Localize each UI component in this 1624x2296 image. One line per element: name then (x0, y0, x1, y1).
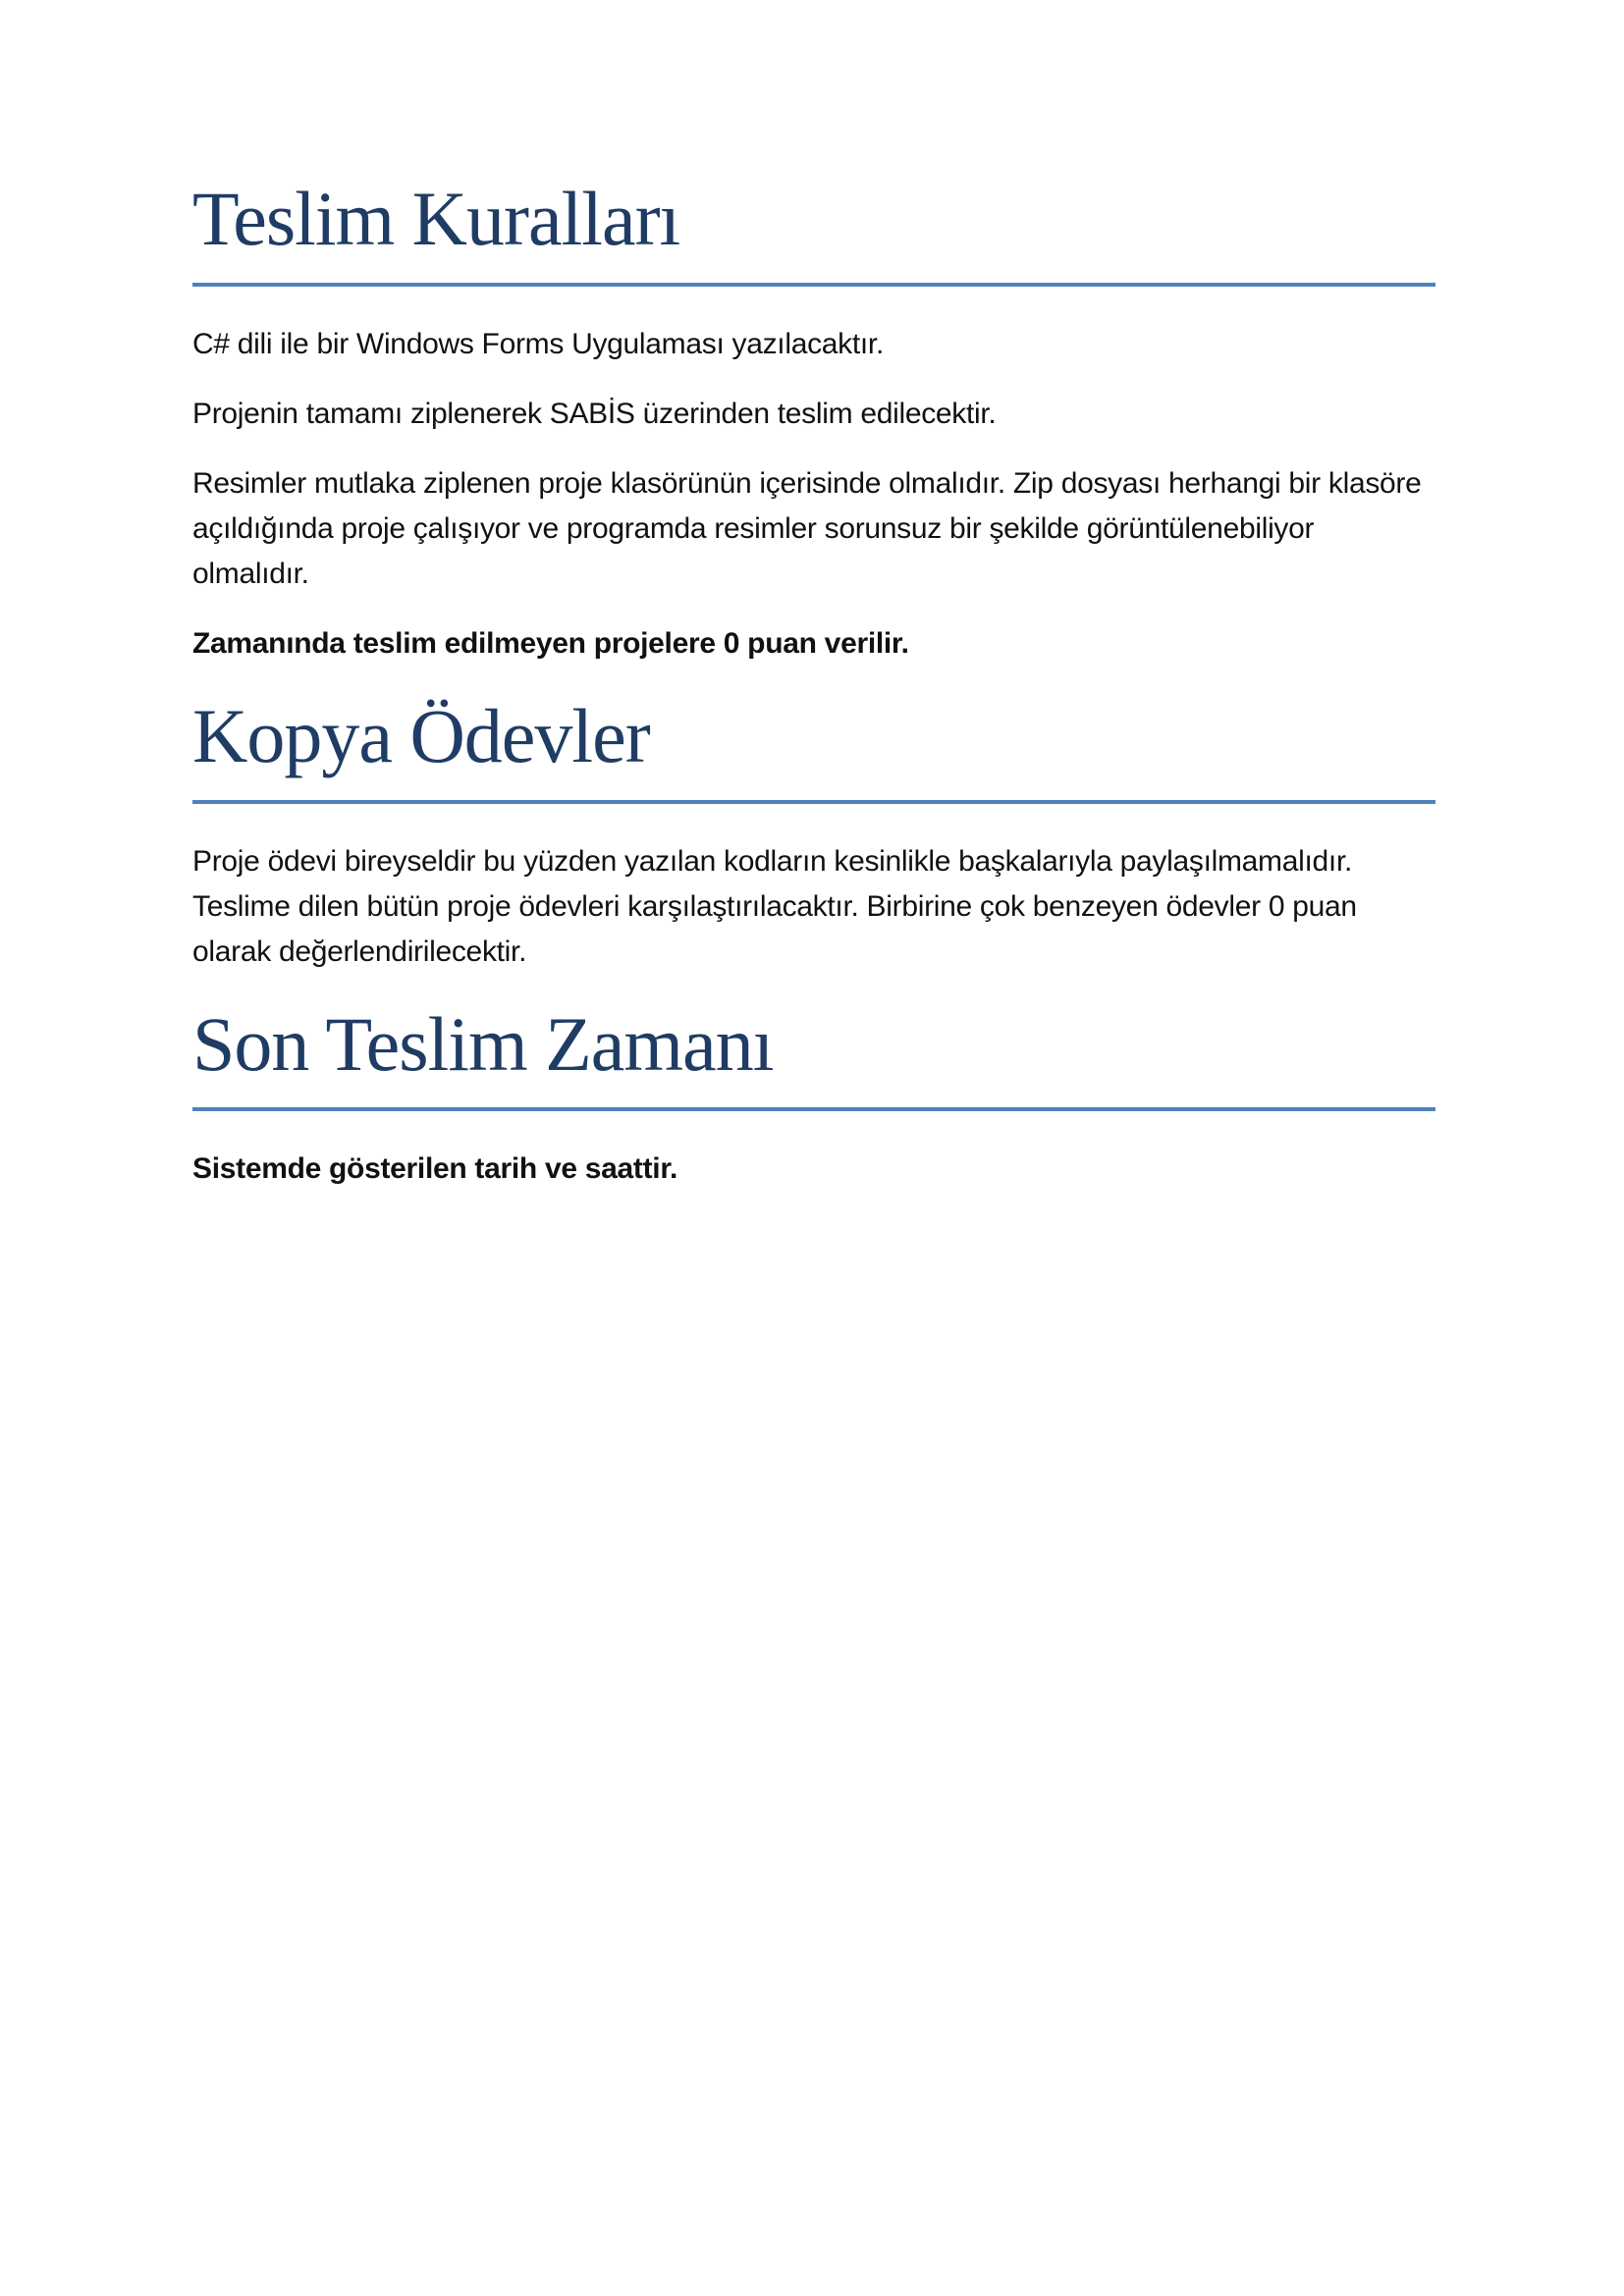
paragraph-bireysel-odev: Proje ödevi bireyseldir bu yüzden yazılan kodların kesinlikle başkalarıyla paylaşılmamalıdır. Teslime dilen bütün proje ödevleri karşılaştırılacaktır. Birbirine çok benzeyen ödevler 0 puan olarak değerlendirilecektir. (192, 844, 1357, 968)
paragraph-resimler-zip: Resimler mutlaka ziplenen proje klasörünün içerisinde olmalıdır. Zip dosyası herhangi bir klasöre açıldığında proje çalışıyor ve programda resimler sorunsuz bir şekilde görüntülenebiliyor olmalıdır. (192, 466, 1422, 590)
section-heading-son-teslim-zamani: Son Teslim Zamanı (192, 1002, 1435, 1112)
paragraph-csharp-winforms: C# dili ile bir Windows Forms Uygulaması yazılacaktır. (192, 327, 885, 360)
section-heading-teslim-kurallari: Teslim Kuralları (192, 177, 1435, 287)
section-heading-kopya-odevler: Kopya Ödevler (192, 694, 1435, 804)
section-teslim-kurallari (192, 177, 1435, 667)
section-kopya-odevler (192, 694, 1435, 975)
paragraph-zip-sabis: Projenin tamamı ziplenerek SABİS üzerinden teslim edilecektir. (192, 397, 997, 430)
paragraph-sistem-tarih-saat: Sistemde gösterilen tarih ve saattir. (192, 1152, 678, 1186)
paragraph-zamaninda-teslim-warning: Zamanında teslim edilmeyen projelere 0 puan verilir. (192, 626, 909, 660)
section-son-teslim-zamani (192, 1002, 1435, 1193)
